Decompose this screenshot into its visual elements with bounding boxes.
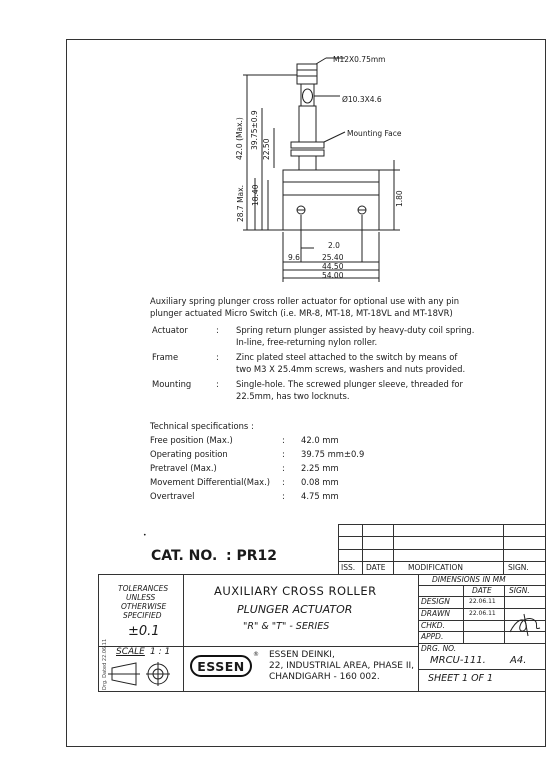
projection-symbol-icon — [108, 660, 178, 688]
switch-body — [283, 182, 379, 230]
spec-label: Operating position — [150, 449, 228, 459]
mounting-plate — [283, 170, 379, 182]
tolerance-line: SPECIFIED — [123, 611, 162, 620]
tb-line — [98, 574, 99, 691]
tolerance-line: OTHERWISE — [121, 602, 167, 611]
company-address-1: 22, INDUSTRIAL AREA, PHASE II, — [269, 661, 414, 671]
spec-value: 2.25 mm — [301, 463, 339, 473]
rev-iss: ISS. — [341, 563, 356, 572]
date-header: DATE — [472, 586, 492, 595]
design-label: DESIGN — [421, 597, 450, 606]
tb-line — [463, 585, 464, 643]
rev-grid-line — [338, 561, 546, 562]
scale-label: SCALE — [116, 647, 145, 657]
locknut-lower — [291, 150, 324, 156]
sheet-count: SHEET 1 OF 1 — [428, 673, 494, 684]
colon: : — [282, 491, 285, 501]
tolerance-line: UNLESS — [126, 593, 156, 602]
dim-54: 54.00 — [322, 271, 344, 280]
sign-header: SIGN. — [509, 586, 530, 595]
rev-date: DATE — [366, 563, 386, 572]
side-note: Drg. Dated 22.06.11 — [102, 638, 108, 690]
approved-label: APPD. — [421, 632, 444, 641]
colon: : — [282, 449, 285, 459]
scale-value: 1 : 1 — [150, 647, 171, 657]
locknut-upper — [291, 142, 324, 148]
spec-value: 42.0 mm — [301, 435, 339, 445]
frame-label: Frame — [152, 352, 179, 362]
spec-label: Free position (Max.) — [150, 435, 233, 445]
dot-mark: • — [143, 532, 147, 539]
actuator-line-1: Spring return plunger assisted by heavy-duty coil spring. — [236, 325, 475, 335]
mounting-label: Mounting — [152, 379, 192, 389]
label-mounting-face: Mounting Face — [347, 129, 402, 138]
mounting-line-1: Single-hole. The screwed plunger sleeve, threaded for — [236, 379, 463, 389]
dim-free-position: 42.0 (Max.) — [235, 117, 244, 160]
rev-grid-line — [338, 536, 546, 537]
dim-44-5: 44.50 — [322, 262, 344, 271]
company-address-2: CHANDIGARH - 160 002. — [269, 672, 380, 682]
catalog-number: : PR12 — [226, 548, 277, 564]
rev-modification: MODIFICATION — [408, 563, 463, 572]
title-series: "R" & "T" - SERIES — [243, 621, 330, 632]
company-name: ESSEN DEINKI, — [269, 650, 335, 660]
tb-line — [418, 574, 419, 691]
mounting-line-2: 22.5mm, has two locknuts. — [236, 391, 350, 401]
dimensions-unit: DIMENSIONS IN MM — [432, 575, 506, 584]
frame-line-1: Zinc plated steel attached to the switch by means of — [236, 352, 458, 362]
technical-drawing — [0, 0, 558, 300]
title-sub: PLUNGER ACTUATOR — [237, 603, 353, 616]
rev-grid-line — [362, 524, 363, 574]
design-date: 22.06.11 — [469, 598, 496, 605]
frame-line-2: two M3 X 25.4mm screws, washers and nuts provided. — [236, 364, 466, 374]
catalog-label: CAT. NO. — [151, 548, 218, 564]
rev-grid-line — [393, 524, 394, 574]
actuator-label: Actuator — [152, 325, 188, 335]
rev-grid-line — [338, 549, 546, 550]
drawn-label: DRAWN — [421, 609, 451, 618]
rev-grid-line — [503, 524, 504, 574]
checked-label: CHKD. — [421, 621, 445, 630]
drawing-no-label: DRG. NO. — [421, 644, 457, 653]
dim-9-6: 9.6 — [288, 253, 300, 262]
colon: : — [282, 463, 285, 473]
tolerance-value: ±0.1 — [128, 624, 160, 639]
colon: : — [282, 435, 285, 445]
dim-thread: M12X0.75mm — [333, 55, 386, 64]
drawing-number: MRCU-111. — [430, 655, 486, 666]
signature-icon — [506, 610, 544, 640]
tb-line — [183, 574, 184, 691]
spec-value: 0.08 mm — [301, 477, 339, 487]
colon: : — [216, 325, 219, 335]
plunger-sleeve — [299, 106, 316, 142]
tolerance-line: TOLERANCES — [118, 584, 169, 593]
intro-line-1: Auxiliary spring plunger cross roller actuator for optional use with any pin — [150, 296, 460, 306]
dim-body-height: 18.40 — [251, 184, 260, 206]
logo-text: ESSEN — [197, 658, 245, 674]
spec-value: 39.75 mm±0.9 — [301, 449, 365, 459]
spec-label: Overtravel — [150, 491, 195, 501]
dim-25-4: 25.40 — [322, 253, 344, 262]
tb-line — [98, 646, 418, 647]
intro-line-2: plunger actuated Micro Switch (i.e. MR-8, MT-18, MT-18VL and MT-18VR) — [150, 308, 453, 318]
rev-grid-line — [338, 524, 339, 574]
dim-roller: Ø10.3X4.6 — [342, 95, 382, 104]
rev-grid-line — [338, 524, 546, 525]
tb-line — [98, 691, 546, 692]
dim-2: 2.0 — [328, 241, 340, 250]
title-main: AUXILIARY CROSS ROLLER — [214, 584, 377, 598]
essen-logo — [190, 655, 252, 677]
actuator-line-2: In-line, free-returning nylon roller. — [236, 337, 378, 347]
spec-label: Movement Differential(Max.) — [150, 477, 271, 487]
dim-right-height: 1.80 — [395, 190, 404, 207]
colon: : — [282, 477, 285, 487]
dim-sleeve: 22.50 — [262, 138, 271, 160]
colon: : — [216, 352, 219, 362]
rev-sign: SIGN. — [508, 563, 529, 572]
threaded-tip — [297, 64, 317, 84]
sheet-size: A4. — [510, 655, 527, 666]
dim-movement: 28.7 Max. — [236, 185, 245, 222]
registered-mark: ® — [253, 651, 259, 658]
colon: : — [216, 379, 219, 389]
spec-value: 4.75 mm — [301, 491, 339, 501]
dim-operating-position: 39.75±0.9 — [250, 110, 259, 150]
drawn-date: 22.06.11 — [469, 610, 496, 617]
tb-line — [504, 585, 505, 643]
tb-line — [418, 669, 546, 670]
specs-title: Technical specifications : — [150, 421, 254, 431]
spec-label: Pretravel (Max.) — [150, 463, 217, 473]
